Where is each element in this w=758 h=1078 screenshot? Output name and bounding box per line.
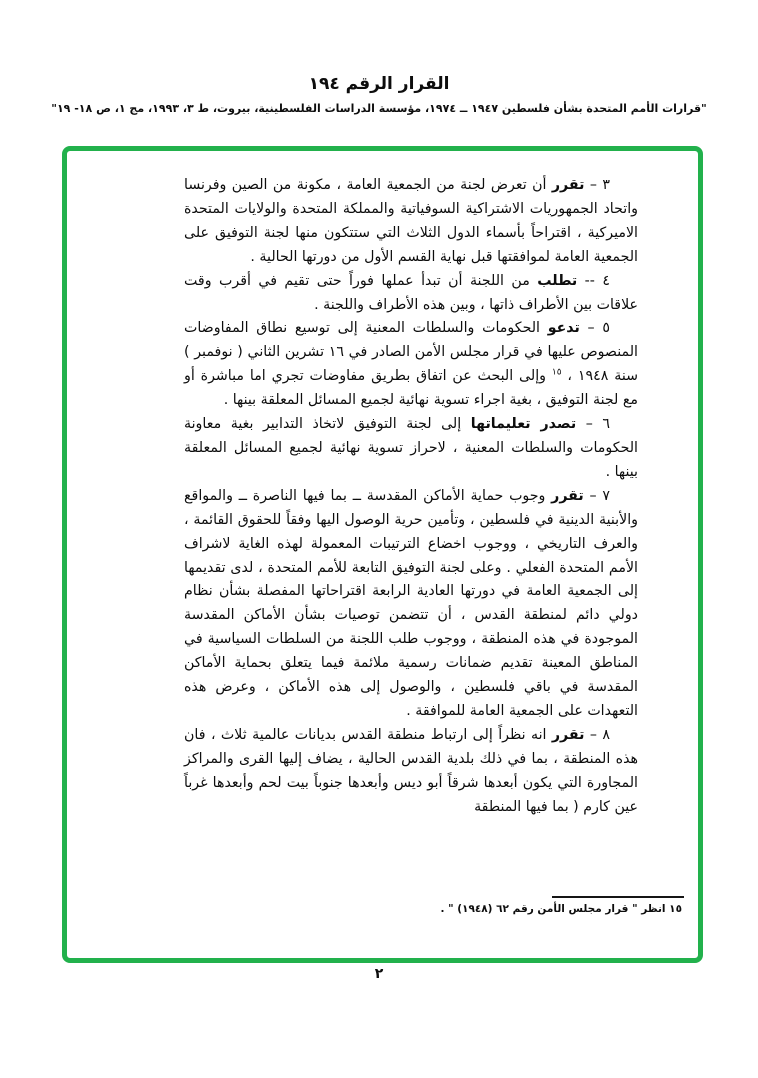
paragraph-text: أن تعرض لجنة من الجمعية العامة ، مكونة من الصين وفرنسا واتحاد الجمهوريات الاشتراكية السوفياتية والمملكة المتحدة والولايات المتحدة الاميركية ، اقتراحاً بأسماء الدول الثلاث التي ستتكون منها لجنة التوفيق على الجمعية العامة لموافقتها قبل نهاية القسم الأول من دورتها الحالية . [184,177,638,265]
paragraph-number: ٣ – [584,177,610,193]
footnote-number: ١٥ [669,903,682,915]
paragraph-lead-word: تقرر [551,177,585,193]
paragraph-lead-word: تدعو [547,320,580,337]
paragraph-number: ٤ -- [577,272,610,289]
paragraph-3 [184,174,638,270]
footnote-separator [552,896,684,898]
footnote-text: انظر " قرار مجلس الأمن رقم ٦٢ (١٩٤٨) " . [440,903,670,915]
source-citation: "قرارات الأمم المتحدة بشأن فلسطين ١٩٤٧ ــ ١٩٧٤، مؤسسة الدراسات الفلسطينية، بيروت، ط ٣، ١٩٩٣، مج ١، ص ١٨- ١٩" [51,102,707,115]
paragraph-7 [184,485,638,724]
paragraph-lead-word: تصدر تعليماتها [470,416,577,433]
paragraph-text: انه نظراً إلى ارتباط منطقة القدس بديانات عالمية ثلاث ، فان هذه المنطقة ، بما في ذلك بلدية القدس الحالية ، يضاف إليها القرى والمراكز المجاورة التي يكون أبعدها شرقاً أبو ديس وأبعدها جنوباً بيت لحم وأبعدها غرباً عين كارم ( بما فيها المنطقة [184,726,638,815]
paragraph-6 [184,413,638,485]
paragraph-lead-word: تقرر [551,726,585,743]
page-title: القرار الرقم ١٩٤ [308,74,450,94]
paragraph-number: ٧ – [583,487,610,504]
paragraph-text: إلى لجنة التوفيق لاتخاذ التدابير بغية معاونة الحكومات والسلطات المعنية ، لاحراز تسوية نهائية لجميع المسائل المعلقة بينها . [184,416,638,480]
paragraph-text: من اللجنة أن تبدأ عملها فوراً حتى تقيم في أقرب وقت علاقات بين الأطراف ذاتها ، وبين هذه الأطراف واللجنة . [184,272,638,313]
paragraph-8 [184,724,638,820]
paragraph-5 [184,317,638,413]
paragraph-number: ٥ – [579,320,610,337]
paragraph-number: ٨ – [584,726,610,743]
resolution-body [184,174,638,819]
paragraph-4 [184,270,638,318]
paragraph-lead-word: تقرر [551,487,584,504]
paragraph-number: ٦ – [576,416,611,433]
paragraph-text: وإلى البحث عن اتفاق بطريق مفاوضات تجري اما مباشرة أو مع لجنة التوفيق ، بغية اجراء تسوية نهائية لجميع المسائل المعلقة بينها . [184,368,638,409]
paragraph-text: وجوب حماية الأماكن المقدسة ــ بما فيها الناصرة ــ والمواقع والأبنية الدينية في فلسطين ، وتأمين حرية الوصول اليها وفقاً للحقوق القائمة ، والعرف التاريخي ، ووجوب اخضاع الترتيبات المعمولة لهذه الغاية لاشراف الأمم المتحدة الفعلي . وعلى لجنة التوفيق التابعة للأمم المتحدة ، لدى تقديمها إلى الجمعية العامة في دورتها العادية الرابعة اقتراحاتها المفصلة بشأن نظام دولي دائم لمنطقة القدس ، أن تتضمن توصيات بشأن الأماكن المقدسة الموجودة في هذه المنطقة ، ووجوب طلب اللجنة من السلطات السياسية في المناطق المعينة تقديم ضمانات رسمية ملائمة فيما يتعلق بحماية الأماكن المقدسة في باقي فلسطين ، والوصول إلى هذه الأماكن ، وعرض هذه التعهدات على الجمعية العامة للموافقة . [184,487,638,719]
paragraph-text: الحكومات والسلطات المعنية إلى توسيع نطاق المفاوضات المنصوص عليها في قرار مجلس الأمن الصادر في ١٦ تشرين الثاني ( نوفمبر ) سنة ١٩٤٨ ، [184,320,638,385]
footnote [440,903,682,915]
paragraph-lead-word: تطلب [537,272,578,289]
footnote-reference-mark: ١٥ [551,367,562,378]
page-number: ٢ [374,966,384,982]
